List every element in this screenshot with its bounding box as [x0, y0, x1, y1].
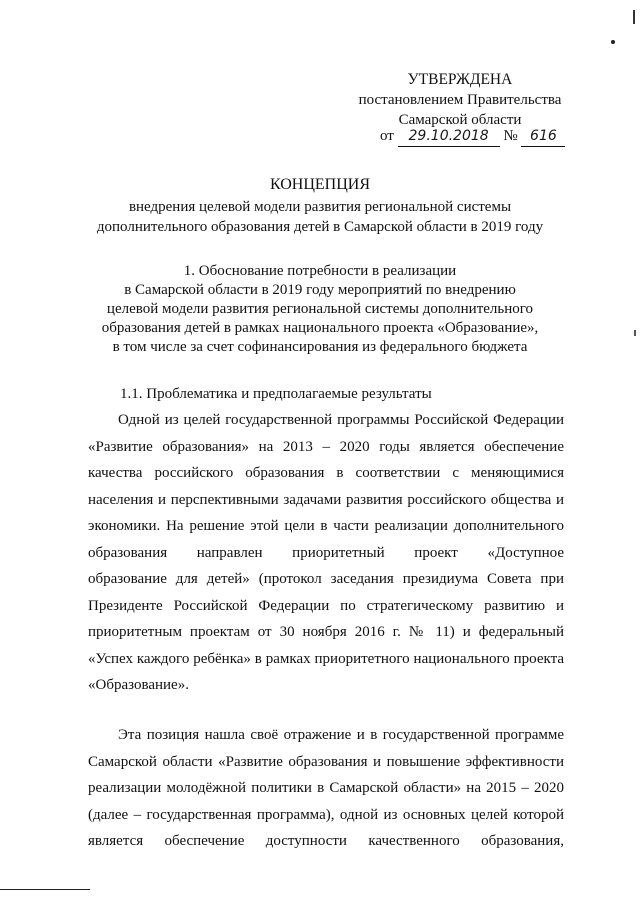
section-1-line-5: в том числе за счет софинансирования из федерального бюджета	[112, 339, 528, 355]
approval-block	[340, 70, 580, 130]
paragraph-line: образования направлен приоритетный проект «Доступное	[88, 544, 564, 561]
paragraph-line: экономики. На решение этой цели в части реализации дополнительного	[88, 518, 564, 534]
scan-speck	[611, 40, 615, 44]
section-1-line-3: целевой модели развития региональной системы дополнительного	[106, 301, 534, 317]
document-subtitle	[60, 197, 580, 237]
section-1-line-1: 1. Обоснование потребности в реализации	[183, 263, 457, 279]
paragraph-line: Президенте Российской Федерации по стратегическому развитию и	[88, 597, 564, 614]
section-1-heading	[90, 262, 550, 357]
handwritten-number: 616	[521, 126, 565, 147]
subtitle-line-2: дополнительного образования детей в Самарской области в 2019 году	[96, 219, 544, 235]
subtitle-line-1: внедрения целевой модели развития региональной системы	[128, 199, 512, 215]
paragraph-line: Одной из целей государственной программы Российской Федерации	[118, 412, 564, 428]
approval-line-decree: постановлением Правительства	[358, 92, 562, 108]
paragraph-line: является обеспечение доступности качественного образования,	[88, 833, 564, 849]
approval-line-region: Самарской области	[398, 112, 522, 128]
paragraph-line: приоритетным проектам от 30 ноября 2016 г. № 11) и федеральный	[88, 624, 564, 640]
paragraph-line: Самарской области «Развитие образования и повышение эффективности	[88, 753, 564, 770]
paragraph-1	[88, 407, 564, 699]
paragraph-line: Эта позиция нашла своё отражение и в государственной программе	[118, 727, 564, 743]
paragraph-line: «Образование».	[88, 677, 189, 693]
scan-edge-mark	[634, 330, 636, 336]
scan-edge-mark	[633, 10, 635, 24]
from-label: от	[380, 128, 394, 144]
paragraph-line: «Развитие образования» на 2013 – 2020 годы является обеспечение	[88, 438, 564, 455]
paragraph-line: «Успех каждого ребёнка» в рамках приоритетного национального проекта	[88, 650, 564, 667]
number-label: №	[503, 128, 518, 144]
section-1-line-2: в Самарской области в 2019 году мероприятий по внедрению	[124, 282, 516, 298]
paragraph-line: качества российского образования в соответствии с меняющимися	[88, 465, 564, 481]
handwritten-date: 29.10.2018	[398, 126, 500, 147]
footnote-rule	[0, 889, 90, 890]
paragraph-line: населения и перспективными задачами развития российского общества и	[88, 491, 564, 508]
subsection-1-1-heading: 1.1. Проблематика и предполагаемые результаты	[120, 386, 432, 402]
decree-line	[380, 126, 565, 147]
document-title: КОНЦЕПЦИЯ	[269, 176, 371, 193]
paragraph-2	[88, 722, 564, 855]
approval-heading: УТВЕРЖДЕНА	[407, 71, 513, 88]
section-1-line-4: образования детей в рамках национального проекта «Образование»,	[101, 320, 539, 336]
paragraph-line: реализации молодёжной политики в Самарской области» на 2015 – 2020	[88, 780, 564, 796]
paragraph-line: образование для детей» (протокол заседания президиума Совета при	[88, 571, 564, 587]
paragraph-line: (далее – государственная программа), одной из основных целей которой	[88, 806, 564, 823]
